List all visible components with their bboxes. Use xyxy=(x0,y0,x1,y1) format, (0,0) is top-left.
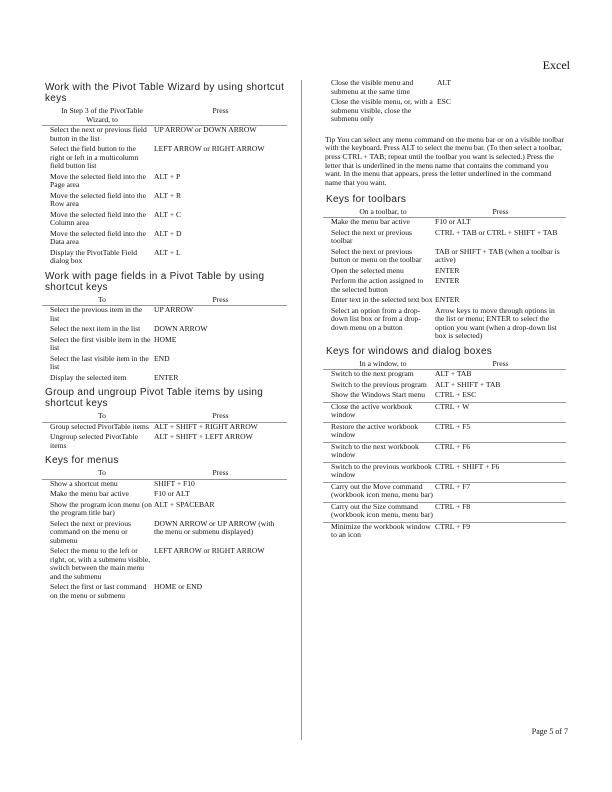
shortcut-row xyxy=(323,442,566,462)
section-work-with-the-pivot-table-wizard-by-using-shortcut-keys xyxy=(42,82,287,268)
keys-cell: ALT + SHIFT + RIGHT ARROW xyxy=(154,421,258,431)
action-cell: Make the menu bar active xyxy=(331,217,410,227)
shortcut-row xyxy=(42,336,287,355)
action-cell: Select the previous item in the list xyxy=(50,305,143,323)
keys-cell: CTRL + ESC xyxy=(435,390,477,400)
shortcut-row xyxy=(323,277,566,296)
right-column xyxy=(323,79,566,542)
action-cell: Show a shortcut menu xyxy=(50,478,118,488)
action-cell: Move the selected field into the Column area xyxy=(50,209,146,227)
section-title: Work with page fields in a Pivot Table by using shortcut keys xyxy=(45,270,265,293)
shortcut-row xyxy=(42,230,287,249)
shortcut-row xyxy=(42,355,287,374)
shortcut-row xyxy=(42,145,287,173)
keys-cell: ENTER xyxy=(435,295,460,305)
keys-cell: CTRL + F6 xyxy=(435,442,566,462)
column-header: Press xyxy=(154,106,287,126)
shortcut-row xyxy=(42,433,287,452)
shortcut-row xyxy=(323,402,566,422)
column-header: On a toolbar, to xyxy=(323,207,435,218)
section-title: Keys for toolbars xyxy=(326,193,407,205)
action-cell: Select the last visible item in the list xyxy=(50,353,149,371)
keys-cell: CTRL + F7 xyxy=(435,482,566,502)
action-cell: Select the next or previous toolbar xyxy=(331,227,412,246)
column-header: Press xyxy=(154,411,287,422)
section-title: Work with the Pivot Table Wizard by using shortcut keys xyxy=(45,82,285,104)
action-cell: Select the next or previous command on the menu or submenu xyxy=(50,518,131,545)
action-cell: Move the selected field into the Data area xyxy=(50,228,146,246)
keys-cell: ALT + SHIFT + LEFT ARROW xyxy=(154,432,253,441)
keys-cell: ENTER xyxy=(435,265,460,275)
keys-cell: DOWN ARROW xyxy=(154,324,208,333)
keys-cell: ENTER xyxy=(435,276,460,286)
section-group-and-ungroup-pivot-table-items-by-using-shortcut-keys xyxy=(42,387,287,452)
action-cell: Move the selected field into the Page area xyxy=(50,171,146,189)
section-title: Keys for windows and dialog boxes xyxy=(326,345,493,357)
shortcut-row xyxy=(323,248,566,267)
action-cell: Carry out the Move command (workbook icon menu, menu bar) xyxy=(323,482,435,502)
keys-cell: UP ARROW xyxy=(154,305,194,314)
shortcut-row xyxy=(42,126,287,146)
action-cell: Carry out the Size command (workbook icon menu, menu bar) xyxy=(323,502,435,522)
keys-cell: ALT xyxy=(437,78,452,87)
keys-cell: ALT + TAB xyxy=(435,369,472,379)
keys-cell: ALT + C xyxy=(154,209,182,219)
section-title: Keys for menus xyxy=(45,455,119,466)
left-column xyxy=(42,79,287,602)
tip-paragraph: Tip You can select any menu command on the menu bar or on a visible toolbar with the keyboard. Press ALT to select the menu bar. (To then select a toolbar, press CTRL + TAB; repeat until the toolbar you want is selected.) Press the letter that is underlined in the menu name that contains the command you want. In the menu that appears, press the letter underlined in the command name that you want. xyxy=(325,134,564,188)
keys-cell: ALT + R xyxy=(154,190,182,200)
action-cell: Select the menu to the left or right, or, with a submenu visible, switch between the main menu and the submenu xyxy=(50,546,151,581)
action-cell: Select the next or previous button or menu on the toolbar xyxy=(331,246,422,265)
shortcut-row xyxy=(42,249,287,268)
action-cell: Close the active workbook window xyxy=(323,402,435,422)
shortcut-table xyxy=(323,207,566,343)
action-cell: Switch to the previous workbook window xyxy=(323,462,435,482)
action-cell: Ungroup selected PivotTable items xyxy=(50,432,139,450)
keys-cell: LEFT ARROW or RIGHT ARROW xyxy=(154,546,265,555)
shortcut-row xyxy=(42,374,287,385)
keys-cell: Arrow keys to move through options in the list or menu; ENTER to select the option you want (when a drop-down list box is selected) xyxy=(435,305,557,341)
keys-cell: CTRL + F9 xyxy=(435,522,566,542)
section-keys-for-windows-and-dialog-boxes xyxy=(323,346,566,542)
action-cell: Switch to the next program xyxy=(331,369,414,379)
keys-cell: ALT + L xyxy=(154,247,181,257)
shortcut-table xyxy=(42,468,287,602)
section-keys-for-toolbars xyxy=(323,194,566,343)
column-header: Press xyxy=(154,295,287,306)
keys-cell: CTRL + TAB or CTRL + SHIFT + TAB xyxy=(435,227,558,237)
shortcut-row xyxy=(323,522,566,542)
keys-cell: ALT + P xyxy=(154,171,181,181)
column-header: Press xyxy=(435,207,566,218)
shortcut-table xyxy=(42,295,287,385)
keys-cell: F10 or ALT xyxy=(435,217,471,227)
action-cell: Make the menu bar active xyxy=(50,489,129,498)
keys-cell: CTRL + SHIFT + F6 xyxy=(435,462,566,482)
shortcut-table xyxy=(323,359,566,542)
action-cell: Select the field button to the right or left in a multicolumn field button list xyxy=(50,144,139,170)
keys-cell: END xyxy=(154,353,170,363)
action-cell: Switch to the previous program xyxy=(331,379,427,389)
action-cell: Display the selected item xyxy=(50,372,127,382)
action-cell: Select an option from a drop-down list box or from a drop-down menu on a button xyxy=(331,305,421,332)
action-cell: Show the program icon menu (on the program title bar) xyxy=(50,499,152,517)
shortcut-row xyxy=(323,229,566,248)
shortcut-row xyxy=(323,502,566,522)
action-cell: Select the first visible item in the list xyxy=(50,334,151,352)
column-header: In a window, to xyxy=(323,359,435,370)
action-cell: Select the first or last command on the menu or submenu xyxy=(50,582,147,600)
keys-cell: CTRL + F8 xyxy=(435,502,566,522)
action-cell: Display the PivotTable Field dialog box xyxy=(50,247,137,265)
shortcut-row xyxy=(42,520,287,548)
section-keys-for-menus xyxy=(42,455,287,602)
keys-cell: UP ARROW or DOWN ARROW xyxy=(154,125,257,134)
shortcut-table xyxy=(42,106,287,268)
column-header: To xyxy=(42,411,154,422)
action-cell: Minimize the workbook window to an icon xyxy=(323,522,435,542)
column-header: To xyxy=(42,295,154,306)
shortcut-row xyxy=(323,79,566,98)
shortcut-row xyxy=(42,583,287,602)
shortcut-row xyxy=(323,98,566,126)
keys-cell: CTRL + W xyxy=(435,402,566,422)
keys-cell: CTRL + F5 xyxy=(435,422,566,442)
keys-cell: TAB or SHIFT + TAB (when a toolbar is active) xyxy=(435,246,560,265)
column-header: To xyxy=(42,468,154,479)
section-work-with-page-fields-in-a-pivot-table-by-using-shortcut-keys xyxy=(42,271,287,385)
action-cell: Move the selected field into the Row area xyxy=(50,190,146,208)
keys-cell: SHIFT + F10 xyxy=(154,478,195,488)
shortcut-row xyxy=(323,462,566,482)
action-cell: Close the visible menu, or, with a submenu visible, close the submenu only xyxy=(331,97,433,123)
app-title: Excel xyxy=(542,58,570,72)
keys-cell: DOWN ARROW or UP ARROW (with the menu or submenu displayed) xyxy=(154,518,275,536)
action-cell: Open the selected menu xyxy=(331,265,404,275)
shortcut-row xyxy=(323,391,566,402)
shortcut-row xyxy=(42,173,287,192)
column-divider xyxy=(301,80,302,740)
action-cell: Show the Windows Start menu xyxy=(331,390,426,400)
shortcut-row xyxy=(42,325,287,336)
keys-cell: HOME or END xyxy=(154,582,203,591)
keys-cell: HOME xyxy=(154,334,177,344)
shortcut-row xyxy=(42,501,287,520)
shortcut-row xyxy=(42,211,287,230)
column-header: Press xyxy=(435,359,566,370)
shortcut-row xyxy=(42,306,287,326)
keys-cell: ENTER xyxy=(154,372,179,382)
shortcut-row xyxy=(42,192,287,211)
keys-cell: ALT + D xyxy=(154,228,182,238)
shortcut-row xyxy=(42,490,287,501)
column-header: Press xyxy=(154,468,287,479)
column-header: In Step 3 of the PivotTable Wizard, to xyxy=(42,106,154,126)
action-cell: Group selected PivotTable items xyxy=(50,421,149,431)
action-cell: Perform the action assigned to the selected button xyxy=(331,276,424,294)
action-cell: Close the visible menu and submenu at the same time xyxy=(331,78,414,96)
action-cell: Enter text in the selected text box xyxy=(331,295,433,305)
action-cell: Select the next item in the list xyxy=(50,324,141,333)
action-cell: Switch to the next workbook window xyxy=(323,442,435,462)
shortcut-row xyxy=(323,482,566,502)
action-cell: Select the next or previous field button in the list xyxy=(50,125,147,143)
keys-cell: ESC xyxy=(437,97,451,106)
action-cell: Restore the active workbook window xyxy=(323,422,435,442)
shortcut-row xyxy=(323,422,566,442)
menu-close-table xyxy=(323,79,566,126)
shortcut-row xyxy=(323,307,566,343)
section-title: Group and ungroup Pivot Table items by using shortcut keys xyxy=(45,387,264,409)
keys-cell: ALT + SPACEBAR xyxy=(154,499,215,509)
keys-cell: LEFT ARROW or RIGHT ARROW xyxy=(154,144,265,153)
page-number: Page 5 of 7 xyxy=(531,727,568,736)
shortcut-table xyxy=(42,411,287,452)
shortcut-row xyxy=(42,547,287,583)
keys-cell: ALT + SHIFT + TAB xyxy=(435,379,501,389)
keys-cell: F10 or ALT xyxy=(154,489,190,498)
